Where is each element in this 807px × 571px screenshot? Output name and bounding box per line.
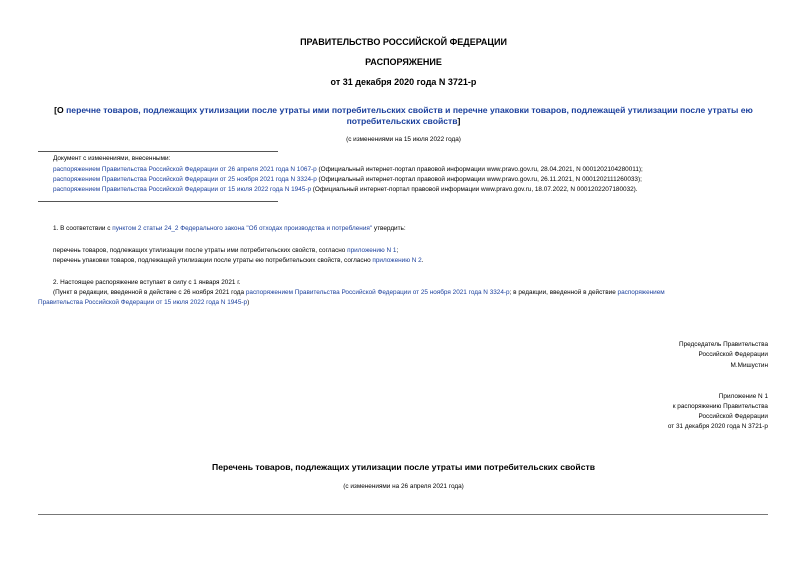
changes-bottom-rule <box>38 201 278 202</box>
paragraph-1 <box>53 224 406 233</box>
p2-note-link-2a[interactable]: распоряжением <box>617 289 665 296</box>
list1-text-b: ; <box>396 247 399 254</box>
change-tail-1: (Официальный интернет-портал правовой информации www.pravo.gov.ru, 28.04.2021, N 0001202104280011); <box>316 166 643 173</box>
title-close-bracket: ] <box>457 116 461 126</box>
appendix-2-link[interactable]: приложению N 2 <box>372 257 422 264</box>
org-heading: ПРАВИТЕЛЬСТВО РОССИЙСКОЙ ФЕДЕРАЦИИ <box>300 37 507 47</box>
signature-name: М.Мишустин <box>730 362 768 369</box>
doc-title-line2 <box>0 116 807 126</box>
appendix-line-2: к распоряжению Правительства <box>672 403 768 410</box>
appendix-1-link[interactable]: приложению N 1 <box>347 247 397 254</box>
change-item-2 <box>53 175 642 184</box>
revision-note: (с изменениями на 15 июля 2022 года) <box>346 136 461 143</box>
p1-text-b: утвердить: <box>372 225 406 232</box>
change-tail-2: (Официальный интернет-портал правовой информации www.pravo.gov.ru, 26.11.2021, N 0001202111260033); <box>316 176 642 183</box>
change-item-1 <box>53 165 643 174</box>
list1-text-a: перечень товаров, подлежащих утилизации после утраты ими потребительских свойств, согласно <box>53 247 348 254</box>
change-link-2[interactable]: распоряжением Правительства Российской Федерации от 25 ноября 2021 года N 3324-р <box>53 176 317 183</box>
list-item-1 <box>53 246 398 255</box>
p1-law-link[interactable]: пунктом 2 статьи 24_2 Федерального закона "Об отходах производства и потребления" <box>112 225 373 232</box>
appendix-line-1: Приложение N 1 <box>718 393 768 400</box>
title-link-line2[interactable]: потребительских свойств <box>346 116 458 126</box>
changes-intro: Документ с изменениями, внесенными: <box>53 155 171 162</box>
p2-note-link-1[interactable]: распоряжением Правительства Российской Федерации от 25 ноября 2021 года N 3324-р <box>245 289 510 296</box>
title-link-line1[interactable]: перечне товаров, подлежащих утилизации после утраты ими потребительских свойств и перечне упаковки товаров, подлежащей утилизации после утраты ею <box>66 105 753 115</box>
title-open-bracket: [О <box>54 105 67 115</box>
list2-text-a: перечень упаковки товаров, подлежащей утилизации после утраты ею потребительских свойств, согласно <box>53 257 373 264</box>
signature-line-2: Российской Федерации <box>698 351 768 358</box>
p2-note-text-c: ) <box>247 299 250 306</box>
paragraph-2-note-line2 <box>38 298 249 307</box>
paragraph-2-note-line1 <box>53 288 665 297</box>
p2-note-link-2b[interactable]: Правительства Российской Федерации от 15 июля 2022 года N 1945-р <box>38 299 248 306</box>
appendix-revision-note: (с изменениями на 26 апреля 2021 года) <box>343 483 464 490</box>
appendix-title: Перечень товаров, подлежащих утилизации после утраты ими потребительских свойств <box>212 462 595 472</box>
appendix-line-4: от 31 декабря 2020 года N 3721-р <box>667 423 768 430</box>
date-number-heading: от 31 декабря 2020 года N 3721-р <box>330 77 477 87</box>
change-link-3[interactable]: распоряжением Правительства Российской Федерации от 15 июля 2022 года N 1945-р <box>53 186 312 193</box>
signature-line-1: Председатель Правительства <box>679 341 768 348</box>
p2-note-text-b: ; в редакции, введенной в действие <box>509 289 618 296</box>
p2-note-text-a: (Пункт в редакции, введенной в действие с 26 ноября 2021 года <box>53 289 246 296</box>
list2-text-b: . <box>421 257 424 264</box>
doc-type-heading: РАСПОРЯЖЕНИЕ <box>365 57 442 67</box>
doc-title-line1 <box>0 105 807 115</box>
list-item-2 <box>53 256 424 265</box>
change-link-1[interactable]: распоряжением Правительства Российской Федерации от 26 апреля 2021 года N 1067-р <box>53 166 317 173</box>
appendix-line-3: Российской Федерации <box>698 413 768 420</box>
changes-top-rule <box>38 151 278 152</box>
bottom-rule <box>38 514 768 515</box>
change-item-3 <box>53 185 638 194</box>
change-tail-3: (Официальный интернет-портал правовой информации www.pravo.gov.ru, 18.07.2022, N 0001202207180032). <box>311 186 638 193</box>
paragraph-2: 2. Настоящее распоряжение вступает в силу с 1 января 2021 г. <box>53 279 241 286</box>
p1-text-a: 1. В соответствии с <box>53 225 113 232</box>
